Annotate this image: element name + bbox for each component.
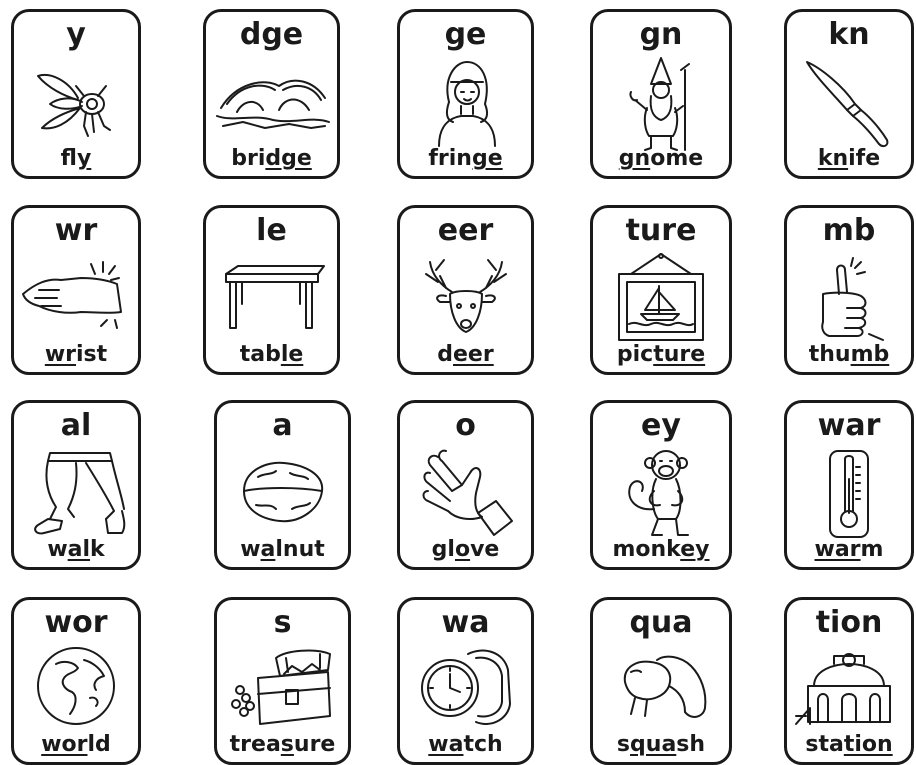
grapheme: war — [817, 408, 881, 443]
word: monkey — [612, 537, 710, 562]
knife-icon — [801, 58, 897, 154]
card-wr — [11, 205, 141, 375]
grapheme: y — [66, 17, 86, 52]
grapheme: kn — [828, 17, 870, 52]
card-o — [397, 400, 534, 570]
table-icon — [218, 264, 326, 334]
word: thumb — [808, 342, 890, 367]
gnome-icon — [621, 56, 701, 158]
grapheme: a — [272, 408, 293, 443]
grapheme: dge — [239, 17, 304, 52]
fly-icon — [28, 60, 124, 144]
word: table — [239, 342, 304, 367]
word: wrist — [44, 342, 108, 367]
card-tion — [784, 597, 914, 765]
word: walk — [47, 537, 105, 562]
card-al — [11, 400, 141, 570]
word: knife — [817, 146, 881, 171]
thumb-icon — [809, 254, 889, 346]
grapheme: wa — [441, 605, 490, 640]
wrist-icon — [21, 260, 131, 334]
card-ge — [397, 9, 534, 179]
grapheme: al — [60, 408, 92, 443]
grapheme: ge — [444, 17, 487, 52]
grapheme: wr — [54, 213, 98, 248]
card-eer — [397, 205, 534, 375]
card-dge — [203, 9, 340, 179]
bridge-icon — [213, 64, 331, 138]
card-mb — [784, 205, 914, 375]
word: warm — [814, 537, 884, 562]
card-kn — [784, 9, 914, 179]
globe-icon — [34, 644, 118, 732]
card-qua — [590, 597, 732, 765]
card-ey — [590, 400, 732, 570]
grapheme: eer — [437, 213, 494, 248]
word: squash — [616, 732, 706, 757]
grapheme: s — [273, 605, 292, 640]
word: walnut — [240, 537, 325, 562]
word: gnome — [618, 146, 704, 171]
walnut-icon — [238, 459, 328, 529]
card-s — [214, 597, 351, 765]
word: treasure — [229, 732, 336, 757]
word: world — [41, 732, 111, 757]
station-icon — [794, 646, 904, 730]
fringe-girl-icon — [431, 58, 501, 152]
picture-icon — [611, 252, 711, 348]
grapheme: le — [256, 213, 287, 248]
monkey-icon — [616, 447, 706, 545]
word: glove — [431, 537, 500, 562]
grapheme: ey — [641, 408, 681, 443]
card-gn — [590, 9, 732, 179]
card-wa — [397, 597, 534, 765]
word: bridge — [231, 146, 312, 171]
word: fringe — [428, 146, 503, 171]
card-wor — [11, 597, 141, 765]
word: watch — [428, 732, 503, 757]
thermometer-icon — [824, 449, 874, 543]
grapheme: tion — [815, 605, 883, 640]
word: picture — [616, 342, 706, 367]
card-y — [11, 9, 141, 179]
word: station — [805, 732, 893, 757]
grapheme: ture — [625, 213, 697, 248]
card-ture — [590, 205, 732, 375]
word: deer — [437, 342, 494, 367]
grapheme: wor — [44, 605, 108, 640]
grapheme: mb — [822, 213, 876, 248]
walking-legs-icon — [26, 449, 126, 543]
card-war — [784, 400, 914, 570]
grapheme: o — [455, 408, 476, 443]
deer-icon — [416, 256, 516, 342]
card-a — [214, 400, 351, 570]
grapheme: qua — [629, 605, 693, 640]
card-le — [203, 205, 340, 375]
grapheme: gn — [639, 17, 683, 52]
treasure-chest-icon — [228, 648, 338, 732]
watch-icon — [416, 644, 516, 736]
word: fly — [60, 146, 92, 171]
glove-icon — [416, 449, 516, 543]
squash-hand-icon — [611, 652, 711, 726]
